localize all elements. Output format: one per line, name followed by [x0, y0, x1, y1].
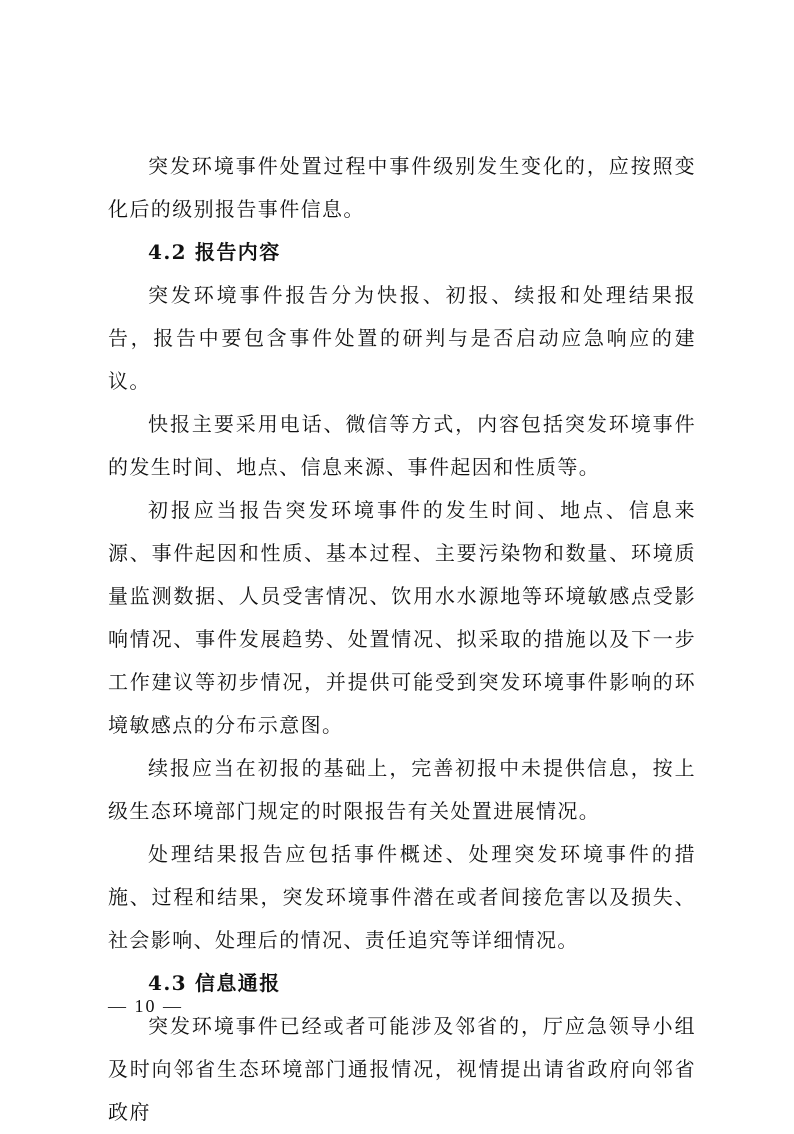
- paragraph-follow-up-report: 续报应当在初报的基础上，完善初报中未提供信息，按上级生态环境部门规定的时限报告有关处置进展情况。: [108, 756, 696, 823]
- paragraph-initial-report: 初报应当报告突发环境事件的发生时间、地点、信息来源、事件起因和性质、基本过程、主要污染物和数量、环境质量监测数据、人员受害情况、饮用水水源地等环境敏感点受影响情况、事件发展趋势、处置情况、拟采取的措施以及下一步工作建议等初步情况，并提供可能受到突发环境事件影响的环境敏感点的分布示意图。: [108, 498, 696, 737]
- paragraph-notification: 突发环境事件已经或者可能涉及邻省的，厅应急领导小组及时向邻省生态环境部门通报情况，视情提出请省政府向邻省政府: [108, 1014, 696, 1124]
- section-number: 4.3: [148, 971, 187, 995]
- paragraph-level-change: 突发环境事件处置过程中事件级别发生变化的，应按照变化后的级别报告事件信息。: [108, 154, 696, 221]
- paragraph-quick-report: 快报主要采用电话、微信等方式，内容包括突发环境事件的发生时间、地点、信息来源、事件起因和性质等。: [108, 412, 696, 479]
- section-title: 信息通报: [195, 971, 281, 995]
- section-heading-4-2: [108, 231, 696, 274]
- section-number: 4.2: [148, 240, 187, 264]
- body-text: [108, 145, 696, 1134]
- section-heading-4-3: [108, 962, 696, 1005]
- paragraph-report-types: 突发环境事件报告分为快报、初报、续报和处理结果报告，报告中要包含事件处置的研判与是否启动应急响应的建议。: [108, 283, 696, 393]
- page-number: — 10 —: [108, 996, 183, 1016]
- section-title: 报告内容: [195, 240, 281, 264]
- paragraph-result-report: 处理结果报告应包括事件概述、处理突发环境事件的措施、过程和结果，突发环境事件潜在或者间接危害以及损失、社会影响、处理后的情况、责任追究等详细情况。: [108, 842, 696, 952]
